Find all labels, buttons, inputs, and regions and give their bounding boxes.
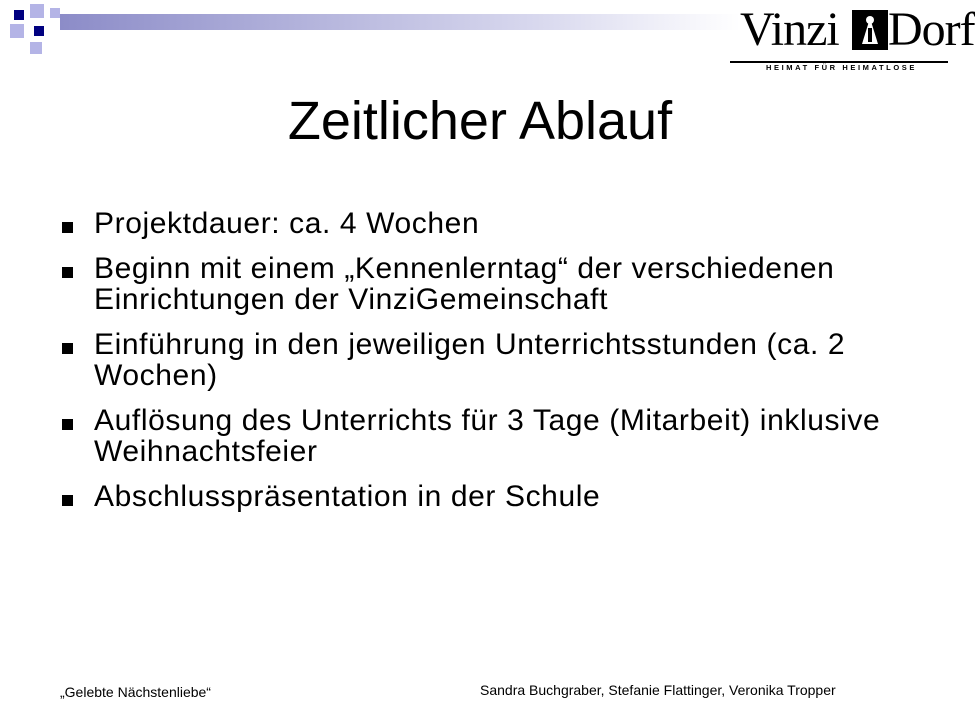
bullet-item <box>60 481 920 512</box>
bullet-item <box>60 329 920 391</box>
deco-square-lavender-1 <box>30 4 44 18</box>
bullet-item <box>60 208 920 239</box>
bullet-text: Auflösung des Unterrichts für 3 Tage (Mitarbeit) inklusive Weihnachtsfeier <box>94 404 881 468</box>
bullet-text: Einführung in den jeweiligen Unterrichtsstunden (ca. 2 Wochen) <box>94 328 846 392</box>
deco-gradient-bar <box>60 14 740 30</box>
square-bullet-icon <box>62 343 73 354</box>
logo-tagline: HEIMAT FÜR HEIMATLOSE <box>766 63 917 72</box>
deco-square-lavender-3 <box>50 8 60 18</box>
square-bullet-icon <box>62 495 73 506</box>
bullet-item <box>60 253 920 315</box>
vinzidorf-logo <box>726 2 975 72</box>
logo-text-dorf: Dorf <box>888 3 975 56</box>
square-bullet-icon <box>62 267 73 278</box>
slide-title: Zeitlicher Ablauf <box>287 91 673 151</box>
footer-authors: Sandra Buchgraber, Stefanie Flattinger, Veronika Tropper <box>480 682 836 698</box>
deco-square-lavender-2 <box>10 24 24 38</box>
bullet-item <box>60 405 920 467</box>
deco-square-lavender-4 <box>30 42 42 54</box>
square-bullet-icon <box>62 419 73 430</box>
bullet-text: Projektdauer: ca. 4 Wochen <box>94 207 480 240</box>
logo-text-vinzi: Vinzi <box>740 3 839 56</box>
bullet-text: Beginn mit einem „Kennenlerntag“ der verschiedenen Einrichtungen der VinziGemeinschaft <box>94 252 835 316</box>
bullet-text: Abschlusspräsentation in der Schule <box>94 480 601 513</box>
footer-motto: „Gelebte Nächstenliebe“ <box>60 684 211 700</box>
square-bullet-icon <box>62 222 73 233</box>
bullet-list <box>60 208 920 526</box>
deco-square-navy-1 <box>14 10 24 20</box>
logo-emblem-icon <box>850 8 890 52</box>
deco-square-navy-2 <box>34 26 44 36</box>
